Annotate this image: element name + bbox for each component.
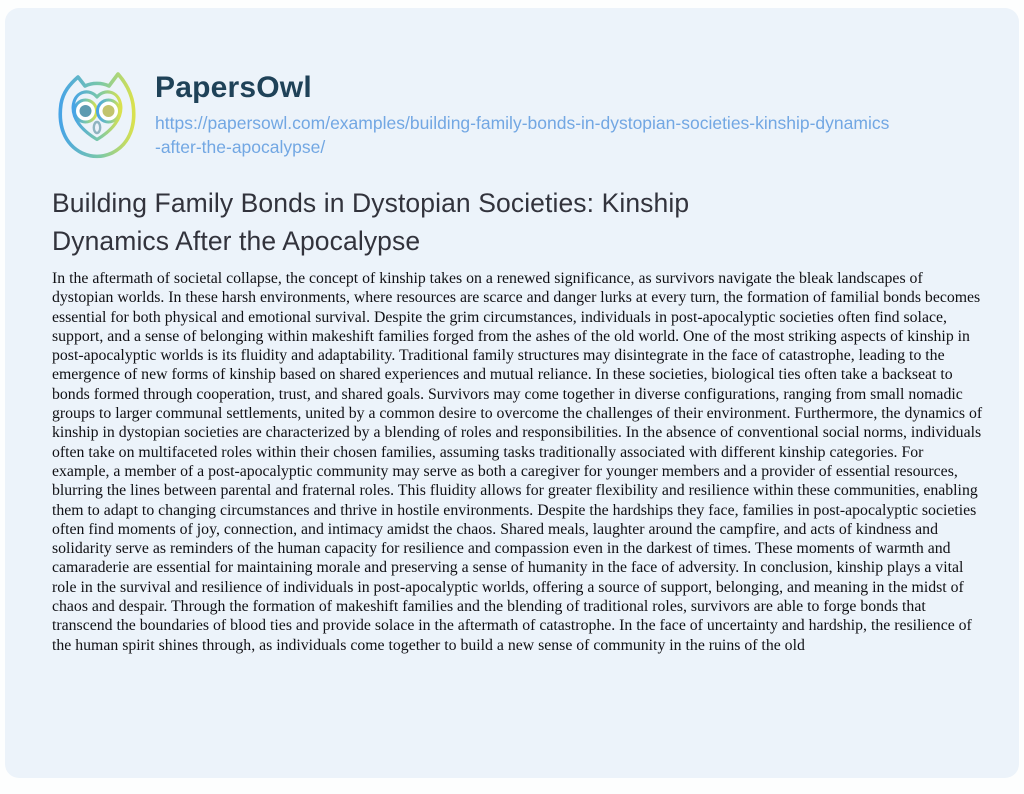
essay-body-text: In the aftermath of societal collapse, the concept of kinship takes on a renewed significance, as survivors navigate the bleak landscapes of dystopian worlds. In these harsh environments, where resources are scarce and danger lurks at every turn, the formation of familial bonds becomes essential for both physical and emotional survival. Despite the grim circumstances, individuals in post-apocalyptic societies often find solace, support, and a sense of belonging within makeshift families forged from the ashes of the old world. One of the most striking aspects of kinship in post-apocalyptic worlds is its fluidity and adaptability. Traditional family structures may disintegrate in the face of catastrophe, leading to the emergence of new forms of kinship based on shared experiences and mutual reliance. In these societies, biological ties often take a backseat to bonds formed through cooperation, trust, and shared goals. Survivors may come together in diverse configurations, ranging from small nomadic groups to larger communal settlements, united by a common desire to overcome the challenges of their environment. Furthermore, the dynamics of kinship in dystopian societies are characterized by a blending of roles and responsibilities. In the absence of conventional social norms, individuals often take on multifaceted roles within their chosen families, assuming tasks traditionally associated with different kinship categories. For example, a member of a post-apocalyptic community may serve as both a caregiver for younger members and a provider of essential resources, blurring the lines between parental and fraternal roles. This fluidity allows for greater flexibility and resilience within these communities, enabling them to adapt to changing circumstances and thrive in hostile environments. Despite the hardships they face, families in post-apocalyptic societies often find moments of joy, connection, and intimacy amidst the chaos. Shared meals, laughter around the campfire, and acts of kindness and solidarity serve as reminders of the human capacity for resilience and compassion even in the darkest of times. These moments of warmth and camaraderie are essential for maintaining morale and preserving a sense of humanity in the face of adversity. In conclusion, kinship plays a vital role in the survival and resilience of individuals in post-apocalyptic worlds, offering a source of support, belonging, and meaning in the midst of chaos and despair. Through the formation of makeshift families and the blending of traditional roles, survivors are able to forge bonds that transcend the boundaries of blood ties and provide solace in the aftermath of catastrophe. In the face of uncertainty and hardship, the resilience of the human spirit shines through, as individuals come together to build a new sense of community in the ruins of the old (52, 270, 983, 654)
brand-name: PapersOwl (155, 71, 312, 104)
site-header (47, 65, 895, 167)
essay-title: Building Family Bonds in Dystopian Societies: Kinship Dynamics After the Apocalypse (52, 188, 690, 256)
source-url-link[interactable]: https://papersowl.com/examples/building-family-bonds-in-dystopian-societies-kinship-dynamics-after-the-apocalypse/ (155, 113, 890, 157)
owl-icon (47, 65, 147, 167)
document-page (5, 8, 1019, 778)
papersowl-logo[interactable] (47, 65, 147, 167)
brand-block (155, 65, 895, 159)
